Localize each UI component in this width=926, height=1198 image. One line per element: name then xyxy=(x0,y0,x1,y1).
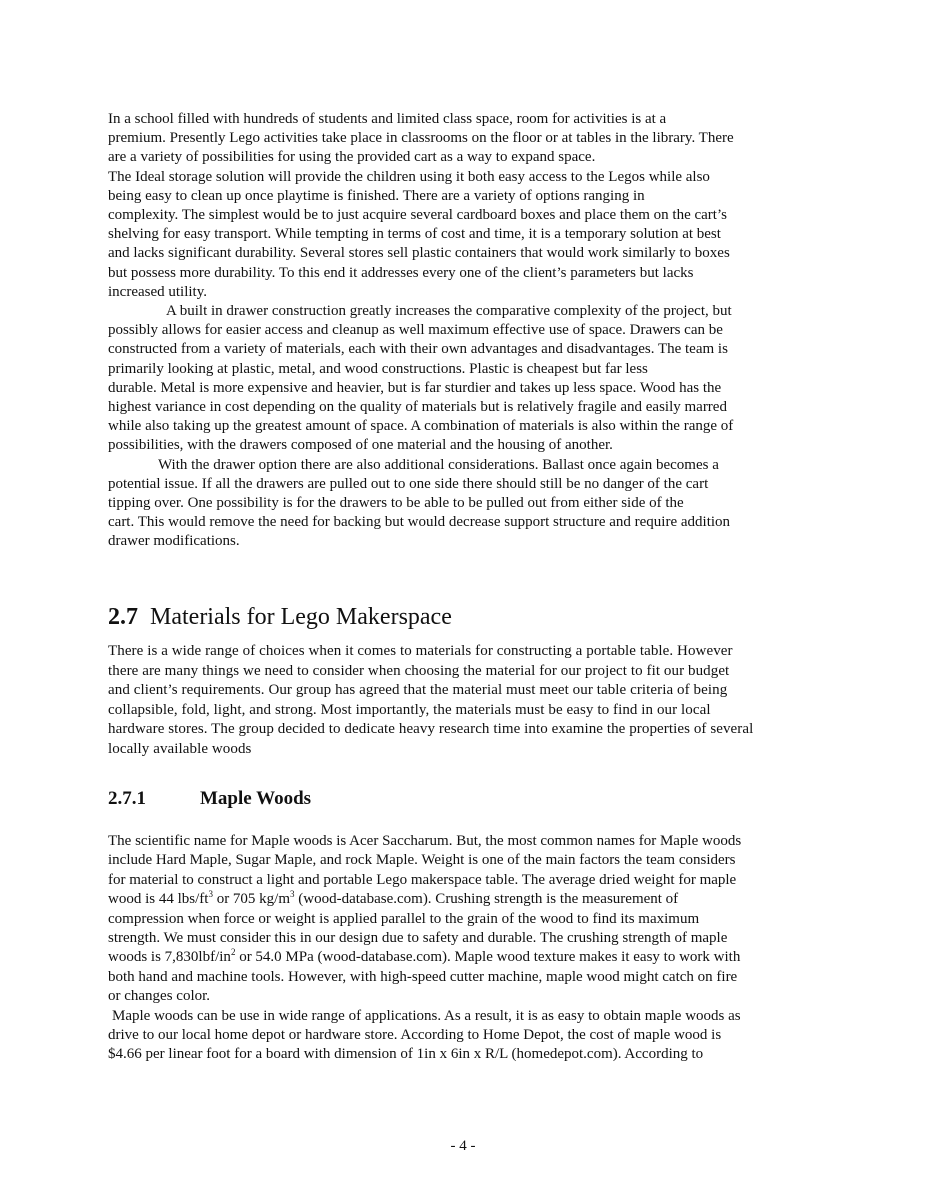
section-title: Materials for Lego Makerspace xyxy=(150,604,452,630)
maple-woods-paragraph xyxy=(108,832,820,1065)
text-line: hardware stores. The group decided to dedicate heavy research time into examine the properties of several xyxy=(108,721,754,738)
text-line: wood is 44 lbs/$ft^3$ or 705 $kg/m^3$ (wood-database.com). Crushing strength is the measurement of xyxy=(108,889,679,908)
text-line: shelving for easy transport. While tempting in terms of cost and time, it is a temporary solution at best xyxy=(108,226,721,243)
text-line: Maple woods can be use in wide range of applications. As a result, it is as easy to obtain maple woods as xyxy=(112,1007,741,1024)
text-line: There is a wide range of choices when it comes to materials for constructing a portable table. However xyxy=(108,643,733,659)
text-line: both hand and machine tools. However, with high-speed cutter machine, maple wood might catch on fire xyxy=(108,968,738,985)
text-line: collapsible, fold, light, and strong. Most importantly, the materials must be easy to find in our local xyxy=(108,701,711,718)
text-line: tipping over. One possibility is for the drawers to be able to be pulled out from either side of the xyxy=(108,495,684,512)
intro-paragraphs xyxy=(108,110,820,552)
text-line: cart. This would remove the need for backing but would decrease support structure and require addition xyxy=(108,514,731,531)
text-line: drawer modifications. xyxy=(108,533,240,550)
page-number: - 4 - xyxy=(450,1138,476,1154)
text-line: and lacks significant durability. Several stores sell plastic containers that would work similarly to boxes xyxy=(108,245,730,262)
text-line: The Ideal storage solution will provide the children using it both easy access to the Legos while also xyxy=(108,168,710,185)
text-line: constructed from a variety of materials, each with their own advantages and disadvantages. The team is xyxy=(108,341,728,358)
section-number: 2.7 xyxy=(108,604,138,630)
text-line: potential issue. If all the drawers are pulled out to one side there should still be no danger of the cart xyxy=(108,475,709,492)
text-line: drive to our local home depot or hardware store. According to Home Depot, the cost of maple wood is xyxy=(108,1027,722,1044)
subsection-number: 2.7.1 xyxy=(108,788,146,809)
text-line: are a variety of possibilities for using the provided cart as a way to expand space. xyxy=(108,149,596,166)
text-line: being easy to clean up once playtime is finished. There are a variety of options ranging in xyxy=(108,187,645,204)
text-line: there are many things we need to consider when choosing the material for our project to fit our budget xyxy=(108,662,730,679)
text-line: while also taking up the greatest amount of space. A combination of materials is also within the range of xyxy=(108,418,734,435)
text-line: The scientific name for Maple woods is Acer Saccharum. But, the most common names for Maple woods xyxy=(108,833,742,849)
text-line: A built in drawer construction greatly increases the comparative complexity of the project, but xyxy=(166,303,732,320)
text-line: With the drawer option there are also additional considerations. Ballast once again becomes a xyxy=(158,456,719,473)
text-line: for material to construct a light and portable Lego makerspace table. The average dried weight for maple xyxy=(108,871,737,888)
text-line: highest variance in cost depending on the quality of materials but is relatively fragile and easily marred xyxy=(108,399,727,416)
materials-paragraph xyxy=(108,642,820,760)
text-line: $4.66 per linear foot for a board with dimension of 1in x 6in x R/L (homedepot.com). According to xyxy=(108,1046,704,1063)
subsection-heading xyxy=(108,788,311,810)
text-line: primarily looking at plastic, metal, and wood constructions. Plastic is cheapest but far less xyxy=(108,360,648,377)
text-line: include Hard Maple, Sugar Maple, and rock Maple. Weight is one of the main factors the team considers xyxy=(108,852,736,869)
text-line: premium. Presently Lego activities take place in classrooms on the floor or at tables in the library. There xyxy=(108,130,734,147)
text-line: complexity. The simplest would be to just acquire several cardboard boxes and place them on the cart’s xyxy=(108,207,727,224)
text-line: In a school filled with hundreds of students and limited class space, room for activities is at a xyxy=(108,111,667,127)
text-line: woods is $7,830lbf/in^2$ or 54.0 MPa (wood-database.com). Maple wood texture makes it easy to work with xyxy=(108,947,741,966)
section-heading xyxy=(108,604,452,631)
text-line: locally available woods xyxy=(108,740,252,757)
text-line: possibilities, with the drawers composed of one material and the housing of another. xyxy=(108,437,613,454)
text-line: or changes color. xyxy=(108,988,211,1005)
text-line: increased utility. xyxy=(108,283,207,300)
text-line: compression when force or weight is applied parallel to the grain of the wood to find its maximum xyxy=(108,910,700,927)
text-line: possibly allows for easier access and cleanup as well maximum effective use of space. Drawers can be xyxy=(108,322,723,339)
text-line: strength. We must consider this in our design due to safety and durable. The crushing strength of maple xyxy=(108,930,728,947)
text-line: and client’s requirements. Our group has agreed that the material must meet our table criteria of being xyxy=(108,682,728,699)
text-line: durable. Metal is more expensive and heavier, but is far sturdier and takes up less space. Wood has the xyxy=(108,379,722,396)
subsection-title: Maple Woods xyxy=(200,788,312,809)
text-line: but possess more durability. To this end it addresses every one of the client’s parameters but lacks xyxy=(108,264,694,281)
